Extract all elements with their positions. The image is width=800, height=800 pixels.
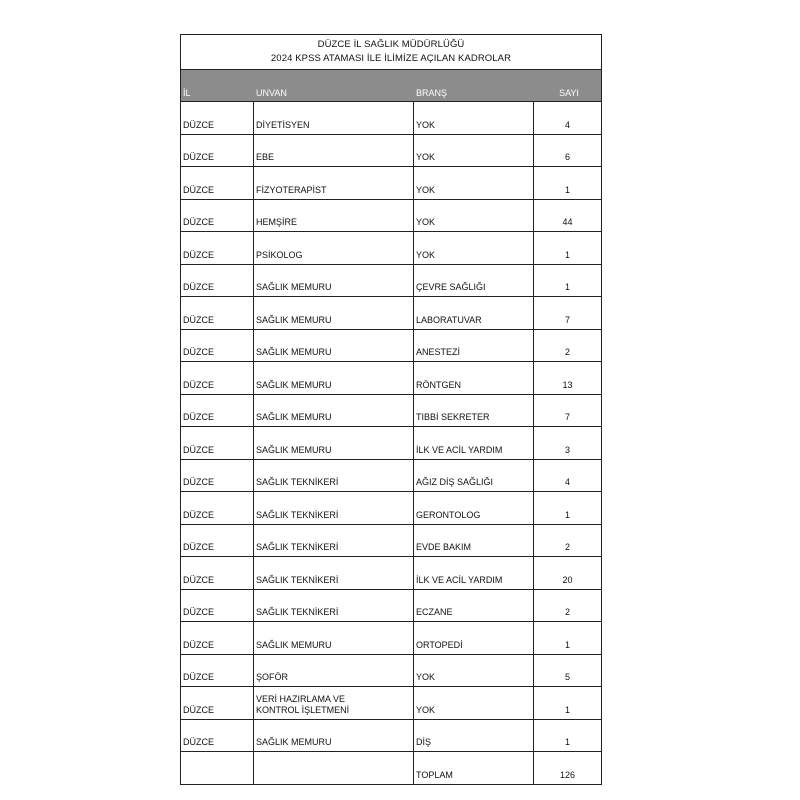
cell-il — [181, 135, 254, 167]
table-row — [181, 265, 601, 298]
cell-sayi-text: 4 — [564, 119, 570, 130]
header-brans: BRANŞ — [416, 88, 448, 98]
table-row — [181, 590, 601, 623]
cell-brans-text: DİŞ — [416, 737, 432, 747]
table-row — [181, 720, 601, 753]
cell-sayi-text: 2 — [564, 347, 570, 357]
cell-brans — [414, 460, 534, 492]
cell-il-text: DÜZCE — [183, 477, 214, 487]
cell-sayi — [534, 655, 601, 687]
cell-unvan — [254, 655, 414, 687]
cell-brans — [414, 167, 534, 199]
title-line-2: 2024 KPSS ATAMASI İLE İLİMİZE AÇILAN KADROLAR — [270, 53, 512, 64]
cell-il — [181, 590, 254, 622]
cell-sayi — [534, 167, 601, 199]
cell-il-text: DÜZCE — [183, 737, 214, 747]
cell-il-text: DÜZCE — [183, 379, 214, 390]
cell-sayi — [534, 395, 601, 427]
cell-il-text: DÜZCE — [183, 672, 214, 682]
table-row — [181, 200, 601, 233]
cell-unvan-text: PSİKOLOG — [256, 249, 303, 260]
cell-sayi — [534, 102, 601, 134]
cell-il — [181, 492, 254, 524]
cell-brans-text: YOK — [416, 184, 436, 195]
cell-unvan-text: DİYETİSYEN — [256, 119, 310, 130]
cell-unvan-text: SAĞLIK MEMURU — [256, 444, 332, 455]
cell-unvan-text: SAĞLIK MEMURU — [256, 412, 332, 422]
cell-sayi — [534, 427, 601, 459]
cell-brans-text: YOK — [416, 249, 436, 260]
cell-sayi — [534, 232, 601, 264]
cell-unvan-text: SAĞLIK MEMURU — [256, 379, 332, 390]
cell-brans-text: GERONTOLOG — [416, 509, 481, 520]
table-row — [181, 492, 601, 525]
cell-sayi — [534, 330, 601, 362]
cell-il — [181, 167, 254, 199]
cell-il-text: DÜZCE — [183, 217, 214, 227]
cell-sayi-text: 44 — [562, 217, 573, 227]
cell-brans-text: YOK — [416, 704, 436, 715]
cell-brans-text: ORTOPEDİ — [416, 639, 463, 650]
cell-unvan — [254, 687, 414, 719]
table-row — [181, 460, 601, 493]
column-header-row — [181, 70, 601, 102]
cell-brans-text: YOK — [416, 672, 436, 682]
cell-brans — [414, 265, 534, 297]
cell-brans — [414, 297, 534, 329]
cell-unvan — [254, 102, 414, 134]
cell-brans — [414, 622, 534, 654]
cell-sayi — [534, 460, 601, 492]
cell-sayi-text: 1 — [564, 184, 570, 195]
cell-brans — [414, 395, 534, 427]
cell-unvan — [254, 330, 414, 362]
cell-unvan — [254, 167, 414, 199]
header-unvan: UNVAN — [256, 88, 287, 98]
cell-il-text: DÜZCE — [183, 542, 214, 552]
table-row — [181, 655, 601, 688]
cell-sayi-text: 6 — [564, 152, 570, 162]
cell-unvan — [254, 427, 414, 459]
cell-brans-text: YOK — [416, 217, 436, 227]
cell-sayi — [534, 200, 601, 232]
cell-brans — [414, 330, 534, 362]
table-row — [181, 687, 601, 720]
cell-unvan-text: SAĞLIK MEMURU — [256, 347, 332, 357]
cell-sayi — [534, 622, 601, 654]
title-line-1: DÜZCE İL SAĞLIK MÜDÜRLÜĞÜ — [317, 39, 465, 50]
cell-brans-text: AĞIZ DİŞ SAĞLIĞI — [416, 477, 494, 487]
cell-brans-text: EVDE BAKIM — [416, 542, 472, 552]
cell-unvan — [254, 232, 414, 264]
cell-sayi-text: 7 — [564, 314, 570, 325]
cell-sayi-text: 1 — [564, 282, 570, 292]
cell-unvan — [254, 557, 414, 589]
cell-sayi-text: 2 — [564, 607, 570, 617]
cell-unvan-line2: KONTROL İŞLETMENİ — [256, 704, 350, 715]
cell-il — [181, 265, 254, 297]
cell-unvan — [254, 752, 414, 784]
staffing-table — [180, 34, 602, 785]
cell-sayi — [534, 265, 601, 297]
cell-sayi-text: 20 — [562, 574, 573, 585]
cell-brans — [414, 200, 534, 232]
cell-unvan-text: HEMŞİRE — [256, 217, 298, 227]
cell-brans-text: TIBBİ SEKRETER — [416, 412, 490, 422]
cell-unvan-text: SAĞLIK MEMURU — [256, 639, 332, 650]
cell-brans — [414, 362, 534, 394]
table-row — [181, 427, 601, 460]
cell-unvan-text: SAĞLIK MEMURU — [256, 737, 332, 747]
cell-il-text: DÜZCE — [183, 249, 214, 260]
cell-brans — [414, 492, 534, 524]
cell-brans — [414, 687, 534, 719]
cell-sayi-text: 1 — [564, 639, 570, 650]
cell-sayi-text: 126 — [559, 769, 576, 780]
table-row — [181, 135, 601, 168]
cell-sayi — [534, 720, 601, 752]
table-row — [181, 622, 601, 655]
cell-il-text: DÜZCE — [183, 607, 214, 617]
cell-il-text: DÜZCE — [183, 509, 214, 520]
cell-unvan — [254, 265, 414, 297]
cell-unvan — [254, 362, 414, 394]
cell-il — [181, 232, 254, 264]
cell-il-text: DÜZCE — [183, 639, 214, 650]
cell-il-text: DÜZCE — [183, 412, 214, 422]
cell-unvan-text: SAĞLIK TEKNİKERİ — [256, 477, 339, 487]
table-row — [181, 102, 601, 135]
cell-brans-text: TOPLAM — [416, 769, 453, 780]
table-row — [181, 557, 601, 590]
cell-sayi — [534, 590, 601, 622]
cell-il — [181, 330, 254, 362]
table-body — [181, 102, 601, 784]
cell-sayi — [534, 752, 601, 784]
cell-il — [181, 362, 254, 394]
cell-unvan-text: SAĞLIK TEKNİKERİ — [256, 607, 339, 617]
cell-brans — [414, 720, 534, 752]
table-row — [181, 330, 601, 363]
cell-il-text: DÜZCE — [183, 444, 214, 455]
cell-il-text: DÜZCE — [183, 574, 214, 585]
cell-il — [181, 395, 254, 427]
cell-il — [181, 720, 254, 752]
header-sayi: SAYI — [559, 88, 579, 98]
cell-il — [181, 655, 254, 687]
cell-il — [181, 427, 254, 459]
cell-sayi — [534, 297, 601, 329]
cell-brans-text: ECZANE — [416, 607, 453, 617]
cell-brans — [414, 102, 534, 134]
cell-sayi-text: 7 — [564, 412, 570, 422]
cell-sayi-text: 1 — [564, 704, 570, 715]
cell-unvan — [254, 720, 414, 752]
cell-unvan-line1: VERİ HAZIRLAMA VE — [256, 693, 346, 704]
cell-il-text: DÜZCE — [183, 347, 214, 357]
cell-sayi-text: 5 — [564, 672, 570, 682]
table-row — [181, 167, 601, 200]
cell-brans — [414, 557, 534, 589]
cell-unvan-text: SAĞLIK TEKNİKERİ — [256, 509, 339, 520]
cell-il-text: DÜZCE — [183, 314, 214, 325]
cell-sayi-text: 4 — [564, 477, 570, 487]
cell-sayi — [534, 492, 601, 524]
cell-brans — [414, 525, 534, 557]
cell-sayi-text: 1 — [564, 737, 570, 747]
cell-unvan-text: FİZYOTERAPİST — [256, 184, 327, 195]
cell-sayi — [534, 687, 601, 719]
table-row — [181, 362, 601, 395]
cell-unvan — [254, 297, 414, 329]
cell-il-text: DÜZCE — [183, 184, 214, 195]
cell-sayi — [534, 362, 601, 394]
cell-sayi-text: 1 — [564, 509, 570, 520]
cell-il — [181, 752, 254, 784]
cell-unvan — [254, 460, 414, 492]
cell-unvan — [254, 135, 414, 167]
cell-brans-text: ANESTEZİ — [416, 347, 461, 357]
cell-brans-text: YOK — [416, 119, 436, 130]
cell-il — [181, 460, 254, 492]
cell-il-text: DÜZCE — [183, 152, 214, 162]
cell-il — [181, 102, 254, 134]
cell-brans-text: ÇEVRE SAĞLIĞI — [416, 282, 486, 292]
cell-il — [181, 525, 254, 557]
cell-il — [181, 200, 254, 232]
cell-il — [181, 557, 254, 589]
cell-brans — [414, 427, 534, 459]
cell-il-text: DÜZCE — [183, 119, 214, 130]
cell-brans-text: İLK VE ACİL YARDIM — [416, 574, 503, 585]
cell-unvan — [254, 395, 414, 427]
cell-brans — [414, 752, 534, 784]
cell-sayi-text: 1 — [564, 249, 570, 260]
total-row — [181, 752, 601, 784]
cell-sayi-text: 13 — [562, 379, 573, 390]
cell-sayi — [534, 525, 601, 557]
table-row — [181, 525, 601, 558]
cell-unvan — [254, 200, 414, 232]
cell-unvan-text: SAĞLIK TEKNİKERİ — [256, 574, 339, 585]
cell-brans-text: RÖNTGEN — [416, 379, 461, 390]
cell-brans-text: LABORATUVAR — [416, 314, 482, 325]
cell-brans-text: YOK — [416, 152, 436, 162]
cell-unvan-text: SAĞLIK TEKNİKERİ — [256, 542, 339, 552]
cell-unvan-text: ŞOFÖR — [256, 672, 289, 682]
cell-il-text: DÜZCE — [183, 282, 214, 292]
table-row — [181, 232, 601, 265]
header-il: İL — [183, 88, 191, 98]
table-title — [181, 35, 601, 70]
table-row — [181, 297, 601, 330]
cell-brans — [414, 232, 534, 264]
cell-brans — [414, 590, 534, 622]
cell-brans — [414, 655, 534, 687]
cell-sayi-text: 2 — [564, 542, 570, 552]
cell-sayi-text: 3 — [564, 444, 570, 455]
table-row — [181, 395, 601, 428]
cell-unvan-text: SAĞLIK MEMURU — [256, 282, 332, 292]
cell-sayi — [534, 557, 601, 589]
cell-il — [181, 297, 254, 329]
cell-il — [181, 622, 254, 654]
cell-sayi — [534, 135, 601, 167]
cell-unvan — [254, 622, 414, 654]
cell-unvan-text: EBE — [256, 152, 275, 162]
cell-unvan — [254, 525, 414, 557]
cell-brans-text: İLK VE ACİL YARDIM — [416, 444, 503, 455]
cell-unvan-text: SAĞLIK MEMURU — [256, 314, 332, 325]
cell-unvan — [254, 590, 414, 622]
cell-il — [181, 687, 254, 719]
cell-il-text: DÜZCE — [183, 704, 214, 715]
cell-brans — [414, 135, 534, 167]
cell-unvan — [254, 492, 414, 524]
